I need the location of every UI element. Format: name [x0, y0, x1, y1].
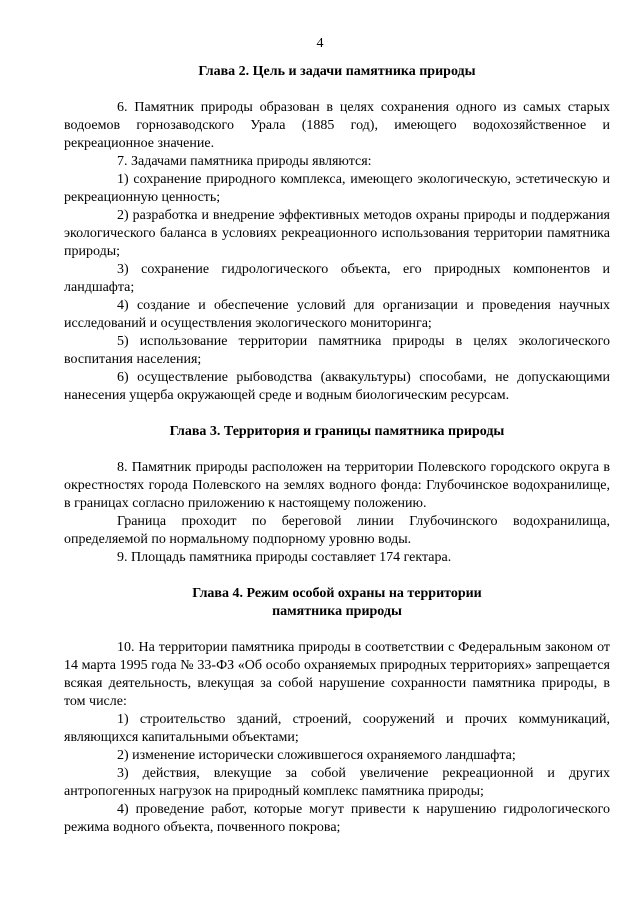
- list-item-7-1: 1) сохранение природного комплекса, имеющего экологическую, эстетическую и рекреационную ценность;: [64, 172, 610, 205]
- list-item-7-4: 4) создание и обеспечение условий для организации и проведения научных исследований и осуществления экологического мониторинга;: [64, 298, 610, 331]
- list-item-10-4: 4) проведение работ, которые могут привести к нарушению гидрологического режима водного объекта, почвенного покрова;: [64, 802, 610, 835]
- list-item-7-3: 3) сохранение гидрологического объекта, его природных компонентов и ландшафта;: [64, 262, 610, 295]
- list-item-7-6: 6) осуществление рыбоводства (аквакультуры) способами, не допускающими нанесения ущерба окружающей среде и водным биологическим ресурсам.: [64, 370, 610, 403]
- list-item-10-3: 3) действия, влекущие за собой увеличение рекреационной и других антропогенных нагрузок на природный комплекс памятника природы;: [64, 766, 610, 799]
- paragraph-7: 7. Задачами памятника природы являются:: [117, 154, 372, 169]
- chapter-3-title: Глава 3. Территория и границы памятника природы: [169, 424, 505, 439]
- list-item-7-5: 5) использование территории памятника природы в целях экологического воспитания населения;: [64, 334, 610, 367]
- list-item-7-2: 2) разработка и внедрение эффективных методов охраны природы и поддержания экологического баланса в условиях рекреационного использования территории памятника природы;: [64, 208, 610, 259]
- page-number: 4: [316, 36, 324, 51]
- chapter-4-title-line-1: Глава 4. Режим особой охраны на территории: [192, 586, 482, 601]
- paragraph-10: 10. На территории памятника природы в соответствии с Федеральным законом от 14 марта 1995 года № 33-ФЗ «Об особо охраняемых природных территориях» запрещается всякая деятельность, влекущая за собой нарушение сохранности памятника природы, в том числе:: [64, 640, 610, 709]
- paragraph-8: 8. Памятник природы расположен на территории Полевского городского округа в окрестностях города Полевского на землях водного фонда: Глубочинское водохранилище, в границах согласно приложению к настоящему положению.: [64, 460, 610, 511]
- chapter-4-title-line-2: памятника природы: [272, 604, 402, 619]
- paragraph-9: 9. Площадь памятника природы составляет 174 гектара.: [117, 550, 452, 565]
- chapter-4-title: [64, 585, 610, 621]
- paragraph-6: 6. Памятник природы образован в целях сохранения одного из самых старых водоемов горнозаводского Урала (1885 год), имеющего водохозяйственное и рекреационное значение.: [64, 100, 610, 151]
- list-item-10-2: 2) изменение исторически сложившегося охраняемого ландшафта;: [117, 748, 516, 763]
- list-item-10-1: 1) строительство зданий, строений, сооружений и прочих коммуникаций, являющихся капитальными объектами;: [64, 712, 610, 745]
- paragraph-boundary: Граница проходит по береговой линии Глубочинского водохранилища, определяемой по нормальному подпорному уровню воды.: [64, 514, 610, 547]
- chapter-2-title: Глава 2. Цель и задачи памятника природы: [198, 64, 476, 79]
- document-body: [64, 60, 610, 837]
